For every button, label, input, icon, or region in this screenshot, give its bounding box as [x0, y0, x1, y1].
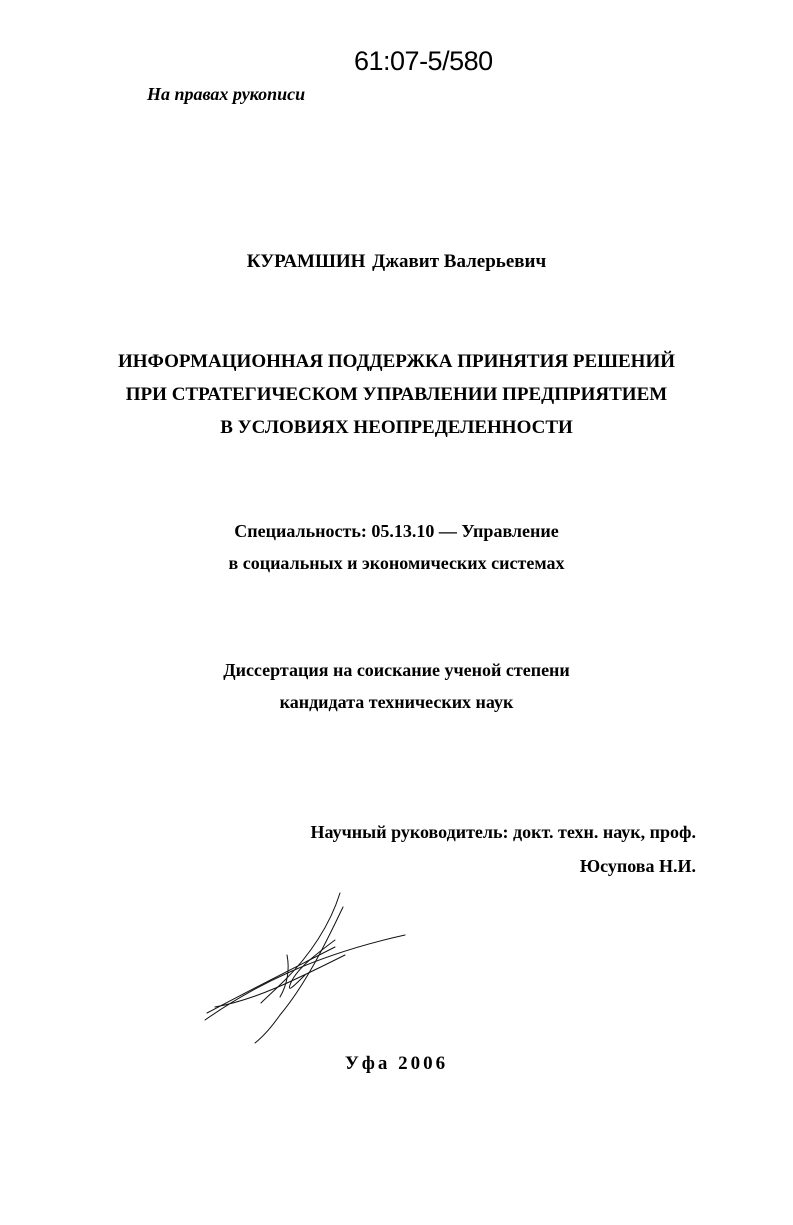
degree-block [0, 654, 793, 718]
specialty-line: в социальных и экономических системах [228, 553, 565, 573]
author-name [0, 251, 793, 273]
advisor-title: Научный руководитель: докт. техн. наук, проф. [310, 822, 696, 842]
specialty-block [0, 515, 793, 579]
author-given-names: Джавит Валерьевич [372, 251, 547, 272]
place-year: Уфа 2006 [344, 1053, 449, 1074]
author-surname: КУРАМШИН [246, 251, 366, 272]
title-line: ИНФОРМАЦИОННАЯ ПОДДЕРЖКА ПРИНЯТИЯ РЕШЕНИЙ [117, 351, 675, 372]
manuscript-note: На правах рукописи [147, 84, 306, 104]
handwritten-signature [195, 885, 415, 1050]
title-line: В УСЛОВИЯХ НЕОПРЕДЕЛЕННОСТИ [220, 417, 573, 438]
degree-line: Диссертация на соискание ученой степени [223, 660, 570, 680]
title-line: ПРИ СТРАТЕГИЧЕСКОМ УПРАВЛЕНИИ ПРЕДПРИЯТИЕМ [125, 384, 668, 405]
dissertation-title [0, 345, 793, 444]
advisor-name: Юсупова Н.И. [579, 856, 696, 876]
catalog-number: 61:07-5/580 [354, 46, 493, 76]
degree-line: кандидата технических наук [279, 692, 514, 712]
specialty-line: Специальность: 05.13.10 — Управление [234, 521, 559, 541]
